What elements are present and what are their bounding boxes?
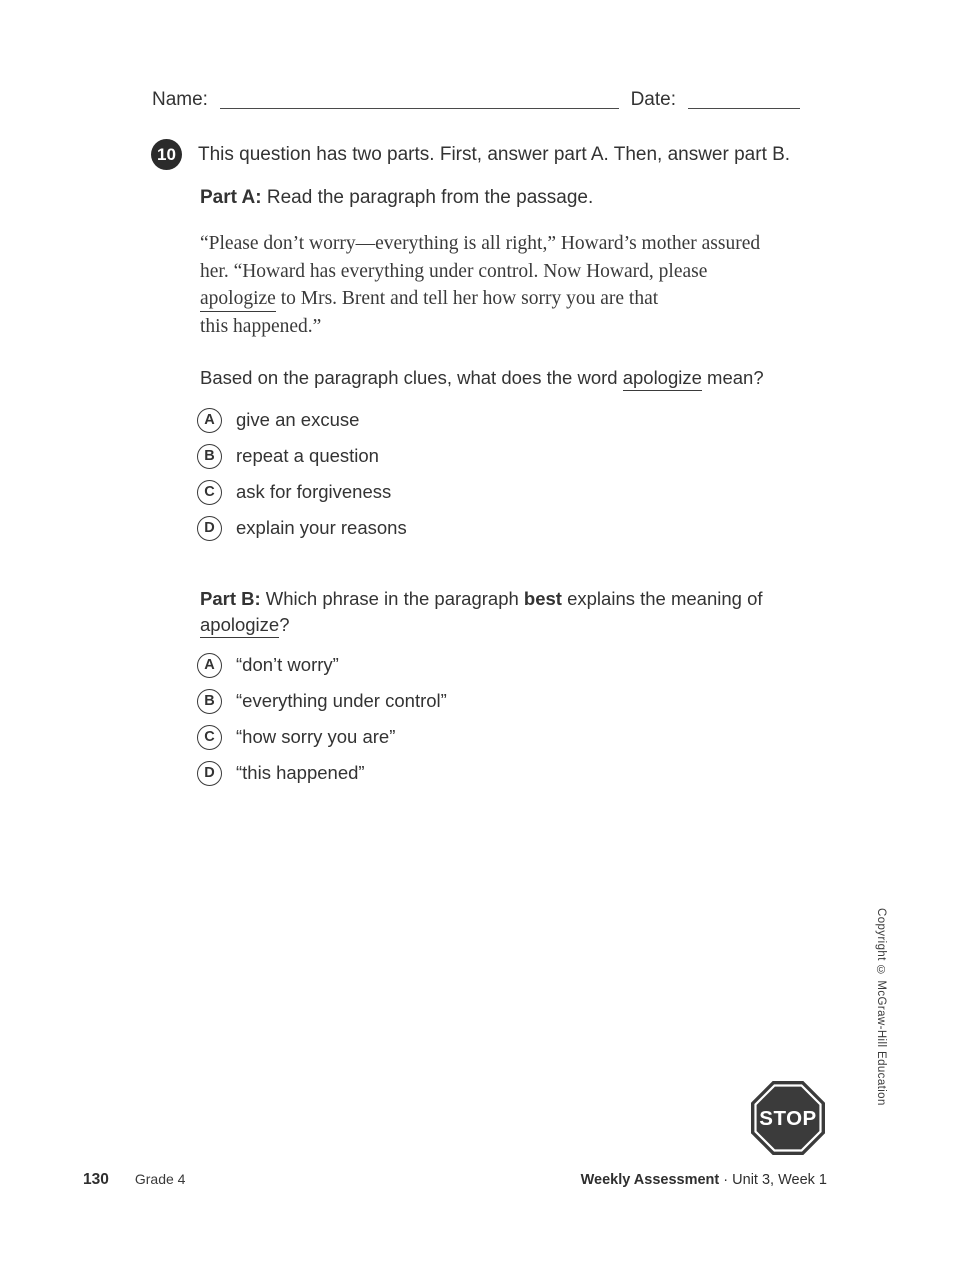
part-b-heading bbox=[200, 586, 860, 637]
prompt-text: ? bbox=[279, 613, 290, 635]
answer-bubble-b[interactable]: B bbox=[197, 689, 222, 714]
part-b-label: Part B: bbox=[200, 588, 261, 609]
passage-line bbox=[200, 258, 860, 286]
question-intro-row bbox=[151, 139, 790, 170]
option-row-c[interactable] bbox=[197, 474, 407, 510]
question-number-badge: 10 bbox=[151, 139, 182, 170]
answer-bubble-d[interactable]: D bbox=[197, 761, 222, 786]
answer-bubble-a[interactable]: A bbox=[197, 408, 222, 433]
answer-bubble-c[interactable]: C bbox=[197, 480, 222, 505]
date-blank-line[interactable] bbox=[688, 90, 800, 109]
name-blank-line[interactable] bbox=[220, 90, 619, 109]
passage-line bbox=[200, 285, 860, 313]
passage-text: this happened.” bbox=[200, 315, 322, 337]
answer-bubble-d[interactable]: D bbox=[197, 516, 222, 541]
option-row-c[interactable] bbox=[197, 719, 447, 755]
option-row-b[interactable] bbox=[197, 683, 447, 719]
option-text: “how sorry you are” bbox=[236, 726, 396, 747]
option-text: ask for forgiveness bbox=[236, 481, 392, 502]
option-row-a[interactable] bbox=[197, 647, 447, 683]
passage-line bbox=[200, 230, 860, 258]
copyright-vertical-text: Copyright © McGraw-Hill Education bbox=[875, 908, 887, 1106]
assessment-title: Weekly Assessment bbox=[580, 1172, 720, 1188]
option-row-a[interactable] bbox=[197, 402, 407, 438]
passage-text: to Mrs. Brent and tell her how sorry you are that bbox=[275, 288, 659, 309]
underlined-vocabulary-word: apologize bbox=[623, 367, 702, 391]
answer-bubble-b[interactable]: B bbox=[197, 444, 222, 469]
footer-separator-dot: · bbox=[723, 1172, 729, 1188]
underlined-vocabulary-word: apologize bbox=[200, 614, 279, 638]
footer-left bbox=[83, 1171, 185, 1189]
unit-week-label: Unit 3, Week 1 bbox=[732, 1172, 827, 1188]
part-a-heading bbox=[200, 187, 593, 209]
option-text: “this happened” bbox=[236, 762, 365, 783]
prompt-text: Based on the paragraph clues, what does the word bbox=[200, 367, 623, 388]
question-intro-text: This question has two parts. First, answer part A. Then, answer part B. bbox=[198, 143, 791, 165]
answer-bubble-a[interactable]: A bbox=[197, 653, 222, 678]
prompt-text: mean? bbox=[701, 367, 764, 388]
passage-line bbox=[200, 313, 860, 341]
page-number: 130 bbox=[83, 1171, 109, 1188]
name-date-row bbox=[152, 86, 800, 111]
option-row-d[interactable] bbox=[197, 755, 447, 791]
prompt-bold-word: best bbox=[523, 588, 562, 609]
part-a-prompt bbox=[200, 367, 880, 389]
date-label: Date: bbox=[630, 89, 676, 110]
part-a-label: Part A: bbox=[200, 187, 262, 208]
option-row-d[interactable] bbox=[197, 510, 407, 546]
answer-bubble-c[interactable]: C bbox=[197, 725, 222, 750]
option-text: explain your reasons bbox=[236, 517, 407, 538]
option-text: “don’t worry” bbox=[236, 654, 339, 675]
underlined-vocabulary-word: apologize bbox=[200, 288, 276, 312]
stop-sign-icon bbox=[751, 1081, 825, 1155]
grade-label: Grade 4 bbox=[134, 1171, 186, 1187]
part-b-options bbox=[197, 647, 447, 791]
passage-text: “Please don’t worry—everything is all right,” Howard’s mother assured bbox=[200, 233, 761, 254]
prompt-text: explains the meaning of bbox=[561, 588, 763, 609]
footer-right bbox=[581, 1172, 827, 1188]
option-text: give an excuse bbox=[236, 409, 360, 430]
passage-text: her. “Howard has everything under control. Now Howard, please bbox=[200, 260, 708, 282]
prompt-text: Which phrase in the paragraph bbox=[260, 588, 524, 609]
option-text: “everything under control” bbox=[236, 690, 447, 711]
name-label: Name: bbox=[152, 89, 208, 110]
part-a-options bbox=[197, 402, 407, 546]
option-text: repeat a question bbox=[236, 445, 379, 466]
stop-sign-label: STOP bbox=[759, 1107, 817, 1130]
part-a-instruction: Read the paragraph from the passage. bbox=[261, 187, 594, 208]
passage-paragraph bbox=[200, 230, 860, 340]
option-row-b[interactable] bbox=[197, 438, 407, 474]
